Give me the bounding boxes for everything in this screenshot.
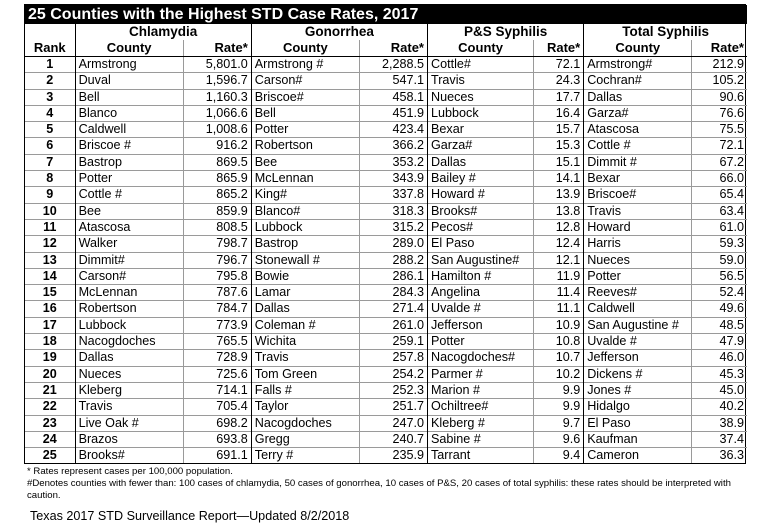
ps-syphilis-rate-cell: 15.7 [534,122,584,138]
rates-footnote: * Rates represent cases per 100,000 population. [27,466,233,478]
gonorrhea-county-cell: Stonewall # [251,252,359,268]
total-syphilis-county-cell: Armstrong# [584,57,692,73]
gonorrhea-rate-cell: 423.4 [359,122,427,138]
rank-cell: 12 [25,236,75,252]
ps-syphilis-county-cell: Sabine # [428,431,534,447]
gonorrhea-rate-cell: 458.1 [359,89,427,105]
table-row [25,236,747,252]
ps-syphilis-county-cell: Nacogdoches# [428,350,534,366]
rank-cell: 6 [25,138,75,154]
ps-syphilis-county-cell: Hamilton # [428,268,534,284]
total-syphilis-county-cell: Dallas [584,89,692,105]
ps-syphilis-county-cell: Brooks# [428,203,534,219]
ps-syphilis-rate-cell: 9.7 [534,415,584,431]
ps-syphilis-rate-cell: 11.4 [534,285,584,301]
total-syphilis-rate-cell: 59.0 [692,252,747,268]
gonorrhea-rate-cell: 251.7 [359,399,427,415]
ps-syphilis-rate-cell: 17.7 [534,89,584,105]
rank-cell: 16 [25,301,75,317]
gonorrhea-rate-cell: 318.3 [359,203,427,219]
chlamydia-rate-cell: 869.5 [183,154,251,170]
gonorrhea-rate-cell: 353.2 [359,154,427,170]
chlamydia-county-cell: Atascosa [75,219,183,235]
table-row [25,350,747,366]
ps-syphilis-county-cell: Tarrant [428,448,534,464]
chlamydia-rate-cell: 725.6 [183,366,251,382]
ps-syphilis-county-cell: Bailey # [428,171,534,187]
gonorrhea-county-cell: McLennan [251,171,359,187]
total-syphilis-rate-cell: 72.1 [692,138,747,154]
ps-syphilis-county-cell: Kleberg # [428,415,534,431]
total-syphilis-rate-cell: 90.6 [692,89,747,105]
rank-cell: 4 [25,105,75,121]
gonorrhea-county-cell: King# [251,187,359,203]
rank-cell: 15 [25,285,75,301]
chlamydia-rate-cell: 765.5 [183,334,251,350]
total-syphilis-rate-cell: 63.4 [692,203,747,219]
gonorrhea-county-cell: Bastrop [251,236,359,252]
chlamydia-rate-cell: 1,008.6 [183,122,251,138]
gonorrhea-rate-cell: 315.2 [359,219,427,235]
total-syphilis-county-cell: San Augustine # [584,317,692,333]
table-title: 25 Counties with the Highest STD Case Rates, 2017 [25,5,747,24]
total-syphilis-rate-cell: 49.6 [692,301,747,317]
table-row [25,187,747,203]
total-syphilis-rate-cell: 45.3 [692,366,747,382]
total-syphilis-county-cell: Briscoe# [584,187,692,203]
table-row [25,105,747,121]
chlamydia-rate-cell: 693.8 [183,431,251,447]
gonorrhea-rate-cell: 271.4 [359,301,427,317]
ps-syphilis-county-cell: Potter [428,334,534,350]
total-syphilis-county-cell: Kaufman [584,431,692,447]
table-row [25,334,747,350]
rank-cell: 19 [25,350,75,366]
gonorrhea-county-cell: Wichita [251,334,359,350]
gonorrhea-county-cell: Bowie [251,268,359,284]
chlamydia-rate-cell: 698.2 [183,415,251,431]
gonorrhea-county-cell: Briscoe# [251,89,359,105]
total-syphilis-county-cell: Potter [584,268,692,284]
gonorrhea-rate-cell: 288.2 [359,252,427,268]
total-syphilis-county-cell: Caldwell [584,301,692,317]
table-row [25,138,747,154]
rank-cell: 25 [25,448,75,464]
group-chlamydia: Chlamydia [75,24,251,40]
gonorrhea-county-cell: Armstrong # [251,57,359,73]
gonorrhea-county-cell: Carson# [251,73,359,89]
ps-syphilis-county-cell: Lubbock [428,105,534,121]
rank-cell: 11 [25,219,75,235]
total-syphilis-county-cell: Cottle # [584,138,692,154]
group-total-syphilis: Total Syphilis [584,24,747,40]
gonorrhea-rate-cell: 366.2 [359,138,427,154]
gonorrhea-county-cell: Coleman # [251,317,359,333]
rank-cell: 20 [25,366,75,382]
total-syphilis-county-cell: Travis [584,203,692,219]
table-row [25,89,747,105]
ps-syphilis-rate-cell: 15.3 [534,138,584,154]
gonorrhea-rate-cell: 257.8 [359,350,427,366]
rank-cell: 24 [25,431,75,447]
total-syphilis-rate-cell: 45.0 [692,382,747,398]
ps-syphilis-county-cell: Dallas [428,154,534,170]
chlamydia-rate-cell: 859.9 [183,203,251,219]
ps-syphilis-rate-cell: 9.4 [534,448,584,464]
table-row [25,268,747,284]
ps-syphilis-county-cell: Ochiltree# [428,399,534,415]
gonorrhea-rate-cell: 337.8 [359,187,427,203]
total-syphilis-county-cell: El Paso [584,415,692,431]
chlamydia-county-cell: Live Oak # [75,415,183,431]
rank-cell: 2 [25,73,75,89]
table-body [25,57,747,464]
ps-syphilis-county-cell: Pecos# [428,219,534,235]
ps-syphilis-rate-header: Rate* [534,40,584,57]
ps-syphilis-rate-cell: 9.6 [534,431,584,447]
chlamydia-rate-cell: 798.7 [183,236,251,252]
ps-syphilis-rate-cell: 10.9 [534,317,584,333]
chlamydia-county-cell: Brazos [75,431,183,447]
gonorrhea-rate-cell: 289.0 [359,236,427,252]
group-header-row [25,24,747,40]
chlamydia-rate-header: Rate* [183,40,251,57]
chlamydia-county-cell: Travis [75,399,183,415]
ps-syphilis-rate-cell: 13.9 [534,187,584,203]
table-row [25,219,747,235]
gonorrhea-county-cell: Taylor [251,399,359,415]
ps-syphilis-rate-cell: 9.9 [534,399,584,415]
total-syphilis-county-cell: Uvalde # [584,334,692,350]
rank-cell: 22 [25,399,75,415]
chlamydia-county-cell: Dallas [75,350,183,366]
total-syphilis-rate-cell: 61.0 [692,219,747,235]
chlamydia-county-cell: Robertson [75,301,183,317]
chlamydia-county-cell: Lubbock [75,317,183,333]
ps-syphilis-county-cell: Parmer # [428,366,534,382]
total-syphilis-rate-cell: 56.5 [692,268,747,284]
table-row [25,285,747,301]
chlamydia-county-cell: Briscoe # [75,138,183,154]
ps-syphilis-county-header: County [428,40,534,57]
ps-syphilis-county-cell: Marion # [428,382,534,398]
table-row [25,448,747,464]
rank-cell: 9 [25,187,75,203]
table-row [25,301,747,317]
total-syphilis-rate-cell: 67.2 [692,154,747,170]
chlamydia-rate-cell: 795.8 [183,268,251,284]
gonorrhea-rate-cell: 2,288.5 [359,57,427,73]
gonorrhea-rate-cell: 254.2 [359,366,427,382]
std-rates-table [25,5,747,463]
gonorrhea-county-cell: Blanco# [251,203,359,219]
gonorrhea-county-cell: Dallas [251,301,359,317]
chlamydia-county-cell: Walker [75,236,183,252]
chlamydia-rate-cell: 784.7 [183,301,251,317]
gonorrhea-rate-cell: 235.9 [359,448,427,464]
total-syphilis-county-header: County [584,40,692,57]
ps-syphilis-rate-cell: 12.1 [534,252,584,268]
chlamydia-rate-cell: 1,596.7 [183,73,251,89]
total-syphilis-rate-cell: 46.0 [692,350,747,366]
rank-cell: 23 [25,415,75,431]
table-row [25,366,747,382]
chlamydia-county-cell: Armstrong [75,57,183,73]
total-syphilis-rate-cell: 65.4 [692,187,747,203]
chlamydia-rate-cell: 1,160.3 [183,89,251,105]
gonorrhea-rate-cell: 252.3 [359,382,427,398]
chlamydia-rate-cell: 796.7 [183,252,251,268]
rank-header: Rank [25,40,75,57]
chlamydia-rate-cell: 1,066.6 [183,105,251,121]
gonorrhea-county-cell: Bell [251,105,359,121]
table-row [25,122,747,138]
rank-cell: 17 [25,317,75,333]
chlamydia-county-cell: Brooks# [75,448,183,464]
chlamydia-rate-cell: 691.1 [183,448,251,464]
ps-syphilis-rate-cell: 10.8 [534,334,584,350]
total-syphilis-rate-cell: 59.3 [692,236,747,252]
gonorrhea-county-cell: Gregg [251,431,359,447]
caution-footnote: #Denotes counties with fewer than: 100 cases of chlamydia, 50 cases of gonorrhea, 10 cases of P&S, 20 cases of total syphilis: these rates should be interpreted with caution. [27,478,731,502]
report-table-container [24,4,746,523]
chlamydia-county-cell: Bee [75,203,183,219]
ps-syphilis-county-cell: Garza# [428,138,534,154]
group-ps-syphilis: P&S Syphilis [428,24,584,40]
chlamydia-rate-cell: 705.4 [183,399,251,415]
gonorrhea-county-cell: Nacogdoches [251,415,359,431]
gonorrhea-rate-header: Rate* [359,40,427,57]
ps-syphilis-rate-cell: 12.4 [534,236,584,252]
report-footer: Texas 2017 STD Surveillance Report—Updated 8/2/2018 [30,509,350,523]
total-syphilis-rate-cell: 48.5 [692,317,747,333]
ps-syphilis-rate-cell: 14.1 [534,171,584,187]
total-syphilis-county-cell: Jefferson [584,350,692,366]
table-row [25,317,747,333]
table-row [25,203,747,219]
chlamydia-county-cell: Bell [75,89,183,105]
gonorrhea-rate-cell: 261.0 [359,317,427,333]
chlamydia-county-cell: Kleberg [75,382,183,398]
rank-cell: 10 [25,203,75,219]
gonorrhea-county-cell: Lamar [251,285,359,301]
chlamydia-rate-cell: 714.1 [183,382,251,398]
chlamydia-county-cell: Duval [75,73,183,89]
total-syphilis-county-cell: Garza# [584,105,692,121]
chlamydia-county-cell: McLennan [75,285,183,301]
chlamydia-rate-cell: 787.6 [183,285,251,301]
column-header-row [25,40,747,57]
total-syphilis-county-cell: Nueces [584,252,692,268]
chlamydia-county-cell: Bastrop [75,154,183,170]
gonorrhea-rate-cell: 286.1 [359,268,427,284]
total-syphilis-county-cell: Howard [584,219,692,235]
chlamydia-county-cell: Carson# [75,268,183,284]
chlamydia-county-cell: Caldwell [75,122,183,138]
total-syphilis-county-cell: Cameron [584,448,692,464]
total-syphilis-county-cell: Hidalgo [584,399,692,415]
rank-cell: 7 [25,154,75,170]
gonorrhea-county-cell: Tom Green [251,366,359,382]
rank-cell: 3 [25,89,75,105]
ps-syphilis-county-cell: Angelina [428,285,534,301]
total-syphilis-county-cell: Atascosa [584,122,692,138]
ps-syphilis-county-cell: Travis [428,73,534,89]
total-syphilis-county-cell: Bexar [584,171,692,187]
ps-syphilis-county-cell: San Augustine# [428,252,534,268]
ps-syphilis-county-cell: Bexar [428,122,534,138]
chlamydia-county-cell: Cottle # [75,187,183,203]
chlamydia-rate-cell: 808.5 [183,219,251,235]
chlamydia-rate-cell: 865.2 [183,187,251,203]
gonorrhea-rate-cell: 343.9 [359,171,427,187]
total-syphilis-rate-cell: 212.9 [692,57,747,73]
gonorrhea-county-cell: Potter [251,122,359,138]
chlamydia-rate-cell: 865.9 [183,171,251,187]
ps-syphilis-rate-cell: 11.9 [534,268,584,284]
gonorrhea-county-cell: Travis [251,350,359,366]
ps-syphilis-rate-cell: 12.8 [534,219,584,235]
chlamydia-county-cell: Blanco [75,105,183,121]
rank-group-spacer [25,24,75,40]
total-syphilis-rate-cell: 38.9 [692,415,747,431]
gonorrhea-rate-cell: 547.1 [359,73,427,89]
ps-syphilis-rate-cell: 10.7 [534,350,584,366]
table-row [25,382,747,398]
total-syphilis-county-cell: Harris [584,236,692,252]
gonorrhea-rate-cell: 259.1 [359,334,427,350]
rank-cell: 5 [25,122,75,138]
table-row [25,154,747,170]
rank-cell: 1 [46,57,54,71]
ps-syphilis-rate-cell: 10.2 [534,366,584,382]
chlamydia-rate-cell: 5,801.0 [183,57,251,73]
total-syphilis-rate-cell: 37.4 [692,431,747,447]
total-syphilis-county-cell: Reeves# [584,285,692,301]
total-syphilis-rate-cell: 52.4 [692,285,747,301]
gonorrhea-county-cell: Falls # [251,382,359,398]
rank-cell: 21 [25,382,75,398]
gonorrhea-county-cell: Robertson [251,138,359,154]
ps-syphilis-rate-cell: 15.1 [534,154,584,170]
total-syphilis-rate-cell: 36.3 [692,448,747,464]
gonorrhea-rate-cell: 284.3 [359,285,427,301]
total-syphilis-rate-header: Rate* [692,40,747,57]
table-row [25,415,747,431]
total-syphilis-county-cell: Jones # [584,382,692,398]
table-row [25,57,747,73]
table-row [25,73,747,89]
chlamydia-rate-cell: 728.9 [183,350,251,366]
ps-syphilis-county-cell: Howard # [428,187,534,203]
ps-syphilis-rate-cell: 11.1 [534,301,584,317]
total-syphilis-county-cell: Cochran# [584,73,692,89]
total-syphilis-rate-cell: 105.2 [692,73,747,89]
ps-syphilis-county-cell: Nueces [428,89,534,105]
rank-cell: 8 [25,171,75,187]
gonorrhea-county-header: County [251,40,359,57]
gonorrhea-rate-cell: 247.0 [359,415,427,431]
total-syphilis-rate-cell: 75.5 [692,122,747,138]
table-row [25,171,747,187]
gonorrhea-rate-cell: 240.7 [359,431,427,447]
ps-syphilis-county-cell: Uvalde # [428,301,534,317]
chlamydia-county-cell: Nueces [75,366,183,382]
ps-syphilis-county-cell: El Paso [428,236,534,252]
total-syphilis-rate-cell: 47.9 [692,334,747,350]
rank-cell: 14 [25,268,75,284]
chlamydia-county-cell: Potter [75,171,183,187]
total-syphilis-county-cell: Dickens # [584,366,692,382]
chlamydia-county-cell: Dimmit# [75,252,183,268]
total-syphilis-county-cell: Dimmit # [584,154,692,170]
chlamydia-county-cell: Nacogdoches [75,334,183,350]
table-row [25,399,747,415]
rank-cell: 18 [25,334,75,350]
gonorrhea-rate-cell: 451.9 [359,105,427,121]
gonorrhea-county-cell: Lubbock [251,219,359,235]
total-syphilis-rate-cell: 76.6 [692,105,747,121]
table-row [25,431,747,447]
total-syphilis-rate-cell: 40.2 [692,399,747,415]
ps-syphilis-rate-cell: 9.9 [534,382,584,398]
ps-syphilis-county-cell: Cottle# [428,57,534,73]
chlamydia-rate-cell: 773.9 [183,317,251,333]
chlamydia-rate-cell: 916.2 [183,138,251,154]
group-gonorrhea: Gonorrhea [251,24,427,40]
ps-syphilis-rate-cell: 24.3 [534,73,584,89]
gonorrhea-county-cell: Terry # [251,448,359,464]
total-syphilis-rate-cell: 66.0 [692,171,747,187]
ps-syphilis-rate-cell: 13.8 [534,203,584,219]
ps-syphilis-county-cell: Jefferson [428,317,534,333]
ps-syphilis-rate-cell: 16.4 [534,105,584,121]
rank-cell: 13 [25,252,75,268]
chlamydia-county-header: County [75,40,183,57]
std-rates-table-frame [24,4,746,464]
table-row [25,252,747,268]
ps-syphilis-rate-cell: 72.1 [534,57,584,73]
gonorrhea-county-cell: Bee [251,154,359,170]
